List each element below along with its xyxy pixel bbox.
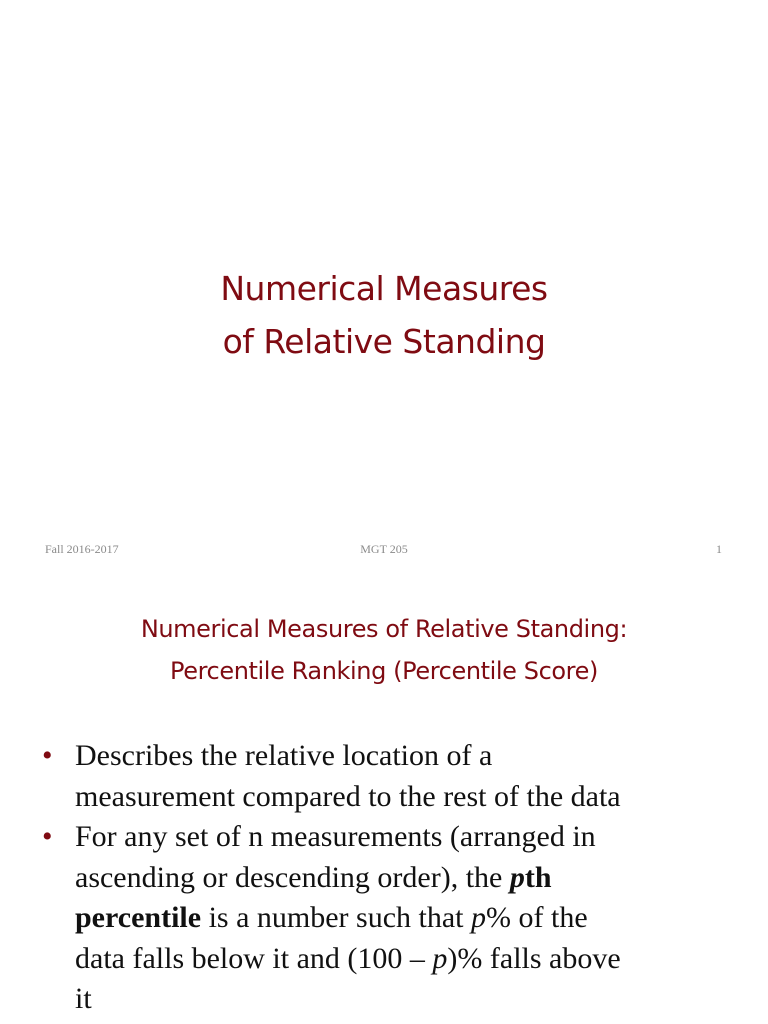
bullet-list [0, 736, 768, 1020]
bullet-2-line-5: it [75, 982, 92, 1015]
percentile-term: percentile [75, 901, 202, 934]
slide-2-title-line-1: Numerical Measures of Relative Standing: [140, 615, 628, 643]
bullet-2-line-2 [75, 858, 708, 899]
th-suffix: th [524, 860, 552, 894]
p-variable: p [432, 941, 448, 975]
bullet-dot-icon: • [42, 739, 53, 772]
footer-page-number: 1 [716, 542, 722, 556]
slide-1-title-line-2: of Relative Standing [222, 322, 546, 361]
footer-date: Fall 2016-2017 [45, 542, 119, 556]
bullet-item-1 [0, 736, 768, 817]
bullet-2-line-4-text: data falls below it and (100 – [75, 941, 433, 975]
slide-2-title-line-2: Percentile Ranking (Percentile Score) [170, 657, 598, 685]
bullet-2-line-3-end: % of the [486, 901, 588, 934]
bullet-2-line-3 [75, 898, 708, 939]
bullet-2-line-1: For any set of n measurements (arranged in [75, 820, 596, 853]
bullet-1-line-1: Describes the relative location of a [75, 739, 493, 772]
bullet-item-2 [0, 817, 768, 1020]
bullet-2-line-4-end: )% falls above [447, 941, 621, 975]
bullet-2-line-4 [75, 939, 708, 980]
footer-course: MGT 205 [360, 542, 408, 556]
bullet-1-line-2: measurement compared to the rest of the data [75, 779, 621, 813]
bullet-2-line-3-text: is a number such that [201, 901, 472, 934]
p-variable: p [471, 901, 487, 934]
bullet-dot-icon: • [42, 820, 53, 853]
bullet-2-line-2-text: ascending or descending order), the [75, 860, 510, 894]
p-variable: p [509, 860, 525, 894]
slide-2 [0, 576, 768, 1024]
slide-1-title-line-1: Numerical Measures [220, 269, 548, 308]
